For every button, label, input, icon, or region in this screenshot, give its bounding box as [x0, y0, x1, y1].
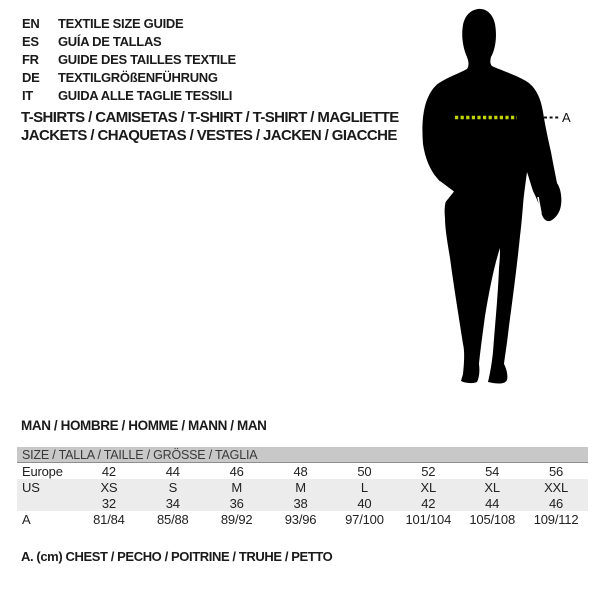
measure-a-label: A	[562, 110, 571, 125]
size-table-header-row	[17, 447, 588, 463]
language-row	[22, 14, 236, 32]
size-cell: 38	[293, 495, 308, 511]
language-label: TEXTILE SIZE GUIDE	[58, 15, 184, 31]
size-cell: 36	[229, 495, 244, 511]
size-cell: 32	[101, 495, 116, 511]
size-row-label: A	[22, 511, 31, 527]
section-title: MAN / HOMBRE / HOMME / MANN / MAN	[21, 418, 267, 433]
language-row	[22, 32, 236, 50]
size-cell: S	[168, 479, 178, 495]
size-cell: 109/112	[533, 511, 579, 527]
language-label: GUIDE DES TAILLES TEXTILE	[58, 51, 236, 67]
language-row	[22, 50, 236, 68]
size-cell: XXL	[544, 479, 569, 495]
size-cell: XL	[484, 479, 500, 495]
size-cell: 40	[357, 495, 372, 511]
size-table	[17, 447, 588, 527]
size-cell: 44	[485, 495, 500, 511]
size-cell: 54	[485, 463, 500, 479]
size-row-label: US	[22, 479, 40, 495]
size-row	[17, 463, 588, 480]
size-cell: 42	[421, 495, 436, 511]
size-cell: L	[360, 479, 368, 495]
language-code: EN	[22, 15, 40, 31]
size-cell: 101/104	[405, 511, 452, 527]
size-cell: 85/88	[157, 511, 189, 527]
size-row-label	[17, 495, 77, 511]
garment-line: JACKETS / CHAQUETAS / VESTES / JACKEN / GIACCHE	[21, 127, 397, 144]
size-cell: 105/108	[469, 511, 515, 527]
size-cell: M	[231, 479, 242, 495]
size-table-header-cell: SIZE / TALLA / TAILLE / GRÖSSE / TAGLIA	[17, 447, 588, 463]
language-code: ES	[22, 33, 39, 49]
language-label: GUIDA ALLE TAGLIE TESSILI	[58, 87, 233, 103]
garment-lines	[21, 109, 399, 145]
man-silhouette-icon	[395, 0, 595, 400]
language-code: FR	[22, 51, 39, 67]
language-code: IT	[22, 87, 33, 103]
size-row-label: Europe	[22, 463, 63, 479]
size-cell: 34	[165, 495, 180, 511]
size-cell: XS	[100, 479, 118, 495]
language-label: GUÍA DE TALLAS	[58, 33, 162, 49]
size-row	[17, 479, 588, 495]
size-cell: 81/84	[93, 511, 125, 527]
language-code: DE	[22, 69, 40, 85]
size-cell: M	[295, 479, 306, 495]
measurement-footnote: A. (cm) CHEST / PECHO / POITRINE / TRUHE / PETTO	[21, 549, 333, 564]
garment-line: T-SHIRTS / CAMISETAS / T-SHIRT / T-SHIRT / MAGLIETTE	[21, 109, 399, 126]
size-cell: 48	[293, 463, 308, 479]
language-list	[22, 14, 236, 104]
size-cell: 50	[357, 463, 372, 479]
size-cell: XL	[420, 479, 437, 495]
size-row	[17, 511, 588, 527]
size-cell: 46	[229, 463, 244, 479]
size-cell: 44	[165, 463, 180, 479]
man-silhouette-figure	[395, 0, 595, 400]
language-row	[22, 86, 236, 104]
size-cell: 97/100	[345, 511, 384, 527]
size-cell: 56	[549, 463, 564, 479]
size-row	[17, 495, 588, 511]
size-cell: 93/96	[284, 511, 317, 527]
size-cell: 46	[549, 495, 564, 511]
size-cell: 52	[421, 463, 436, 479]
language-label: TEXTILGRÖßENFÜHRUNG	[58, 69, 218, 85]
size-cell: 89/92	[220, 511, 253, 527]
size-table-body	[17, 463, 588, 528]
size-cell: 42	[101, 463, 116, 479]
language-row	[22, 68, 236, 86]
